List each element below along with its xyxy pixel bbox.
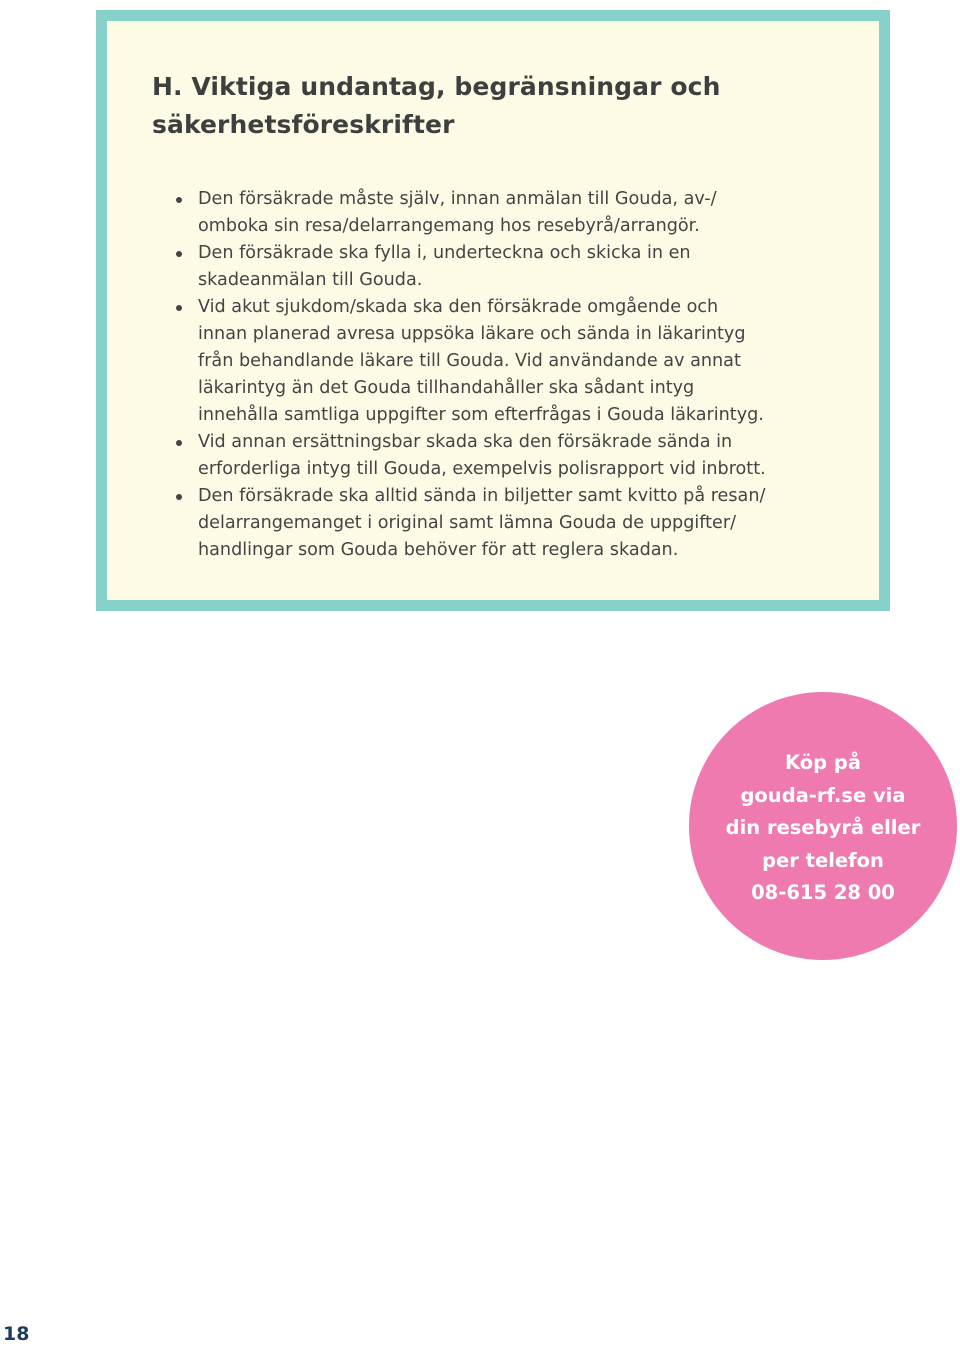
bullet-icon bbox=[176, 440, 182, 446]
promo-line: din resebyrå eller bbox=[725, 816, 921, 839]
rule-text-line: Den försäkrade måste själv, innan anmälan till Gouda, av-/ bbox=[198, 189, 717, 209]
rule-text-line: läkarintyg än det Gouda tillhandahåller ska sådant intyg bbox=[198, 378, 695, 398]
bullet-icon bbox=[176, 197, 182, 203]
promo-circle bbox=[689, 692, 957, 960]
promo-line: per telefon bbox=[762, 848, 884, 872]
rule-text-line: innan planerad avresa uppsöka läkare och sända in läkarintyg bbox=[198, 324, 746, 344]
section-heading-line: H. Viktiga undantag, begränsningar och bbox=[152, 72, 721, 101]
rule-text-line: Vid akut sjukdom/skada ska den försäkrade omgående och bbox=[198, 297, 719, 317]
bullet-icon bbox=[176, 305, 182, 311]
rule-text-line: delarrangemanget i original samt lämna Gouda de uppgifter/ bbox=[198, 513, 737, 533]
rule-text-line: innehålla samtliga uppgifter som efterfrågas i Gouda läkarintyg. bbox=[198, 405, 764, 425]
section-heading-line: säkerhetsföreskrifter bbox=[152, 110, 455, 139]
promo-text bbox=[689, 747, 957, 910]
rule-text-line: Vid annan ersättningsbar skada ska den försäkrade sända in bbox=[198, 432, 733, 452]
rule-item bbox=[152, 294, 852, 429]
promo-phone: 08-615 28 00 bbox=[751, 881, 895, 904]
rule-text-line: från behandlande läkare till Gouda. Vid användande av annat bbox=[198, 351, 741, 371]
rule-text-line: Den försäkrade ska fylla i, underteckna och skicka in en bbox=[198, 243, 691, 263]
rule-text-line: skadeanmälan till Gouda. bbox=[198, 270, 423, 290]
bullet-icon bbox=[176, 251, 182, 257]
rule-text-line: handlingar som Gouda behöver för att reglera skadan. bbox=[198, 540, 679, 560]
rule-text-line: omboka sin resa/delarrangemang hos resebyrå/arrangör. bbox=[198, 216, 700, 236]
rule-text-line: erforderliga intyg till Gouda, exempelvis polisrapport vid inbrott. bbox=[198, 459, 766, 479]
info-box bbox=[96, 10, 890, 611]
promo-line: gouda-rf.se via bbox=[740, 783, 906, 807]
promo-line: Köp på bbox=[784, 751, 862, 774]
rule-item bbox=[152, 483, 852, 564]
rule-text-line: Den försäkrade ska alltid sända in biljetter samt kvitto på resan/ bbox=[198, 486, 766, 506]
rules-list bbox=[152, 186, 852, 564]
rule-item bbox=[152, 240, 852, 294]
page-number: 18 bbox=[3, 1323, 30, 1345]
rule-item bbox=[152, 186, 852, 240]
rule-item bbox=[152, 429, 852, 483]
section-heading bbox=[152, 68, 852, 144]
bullet-icon bbox=[176, 494, 182, 500]
